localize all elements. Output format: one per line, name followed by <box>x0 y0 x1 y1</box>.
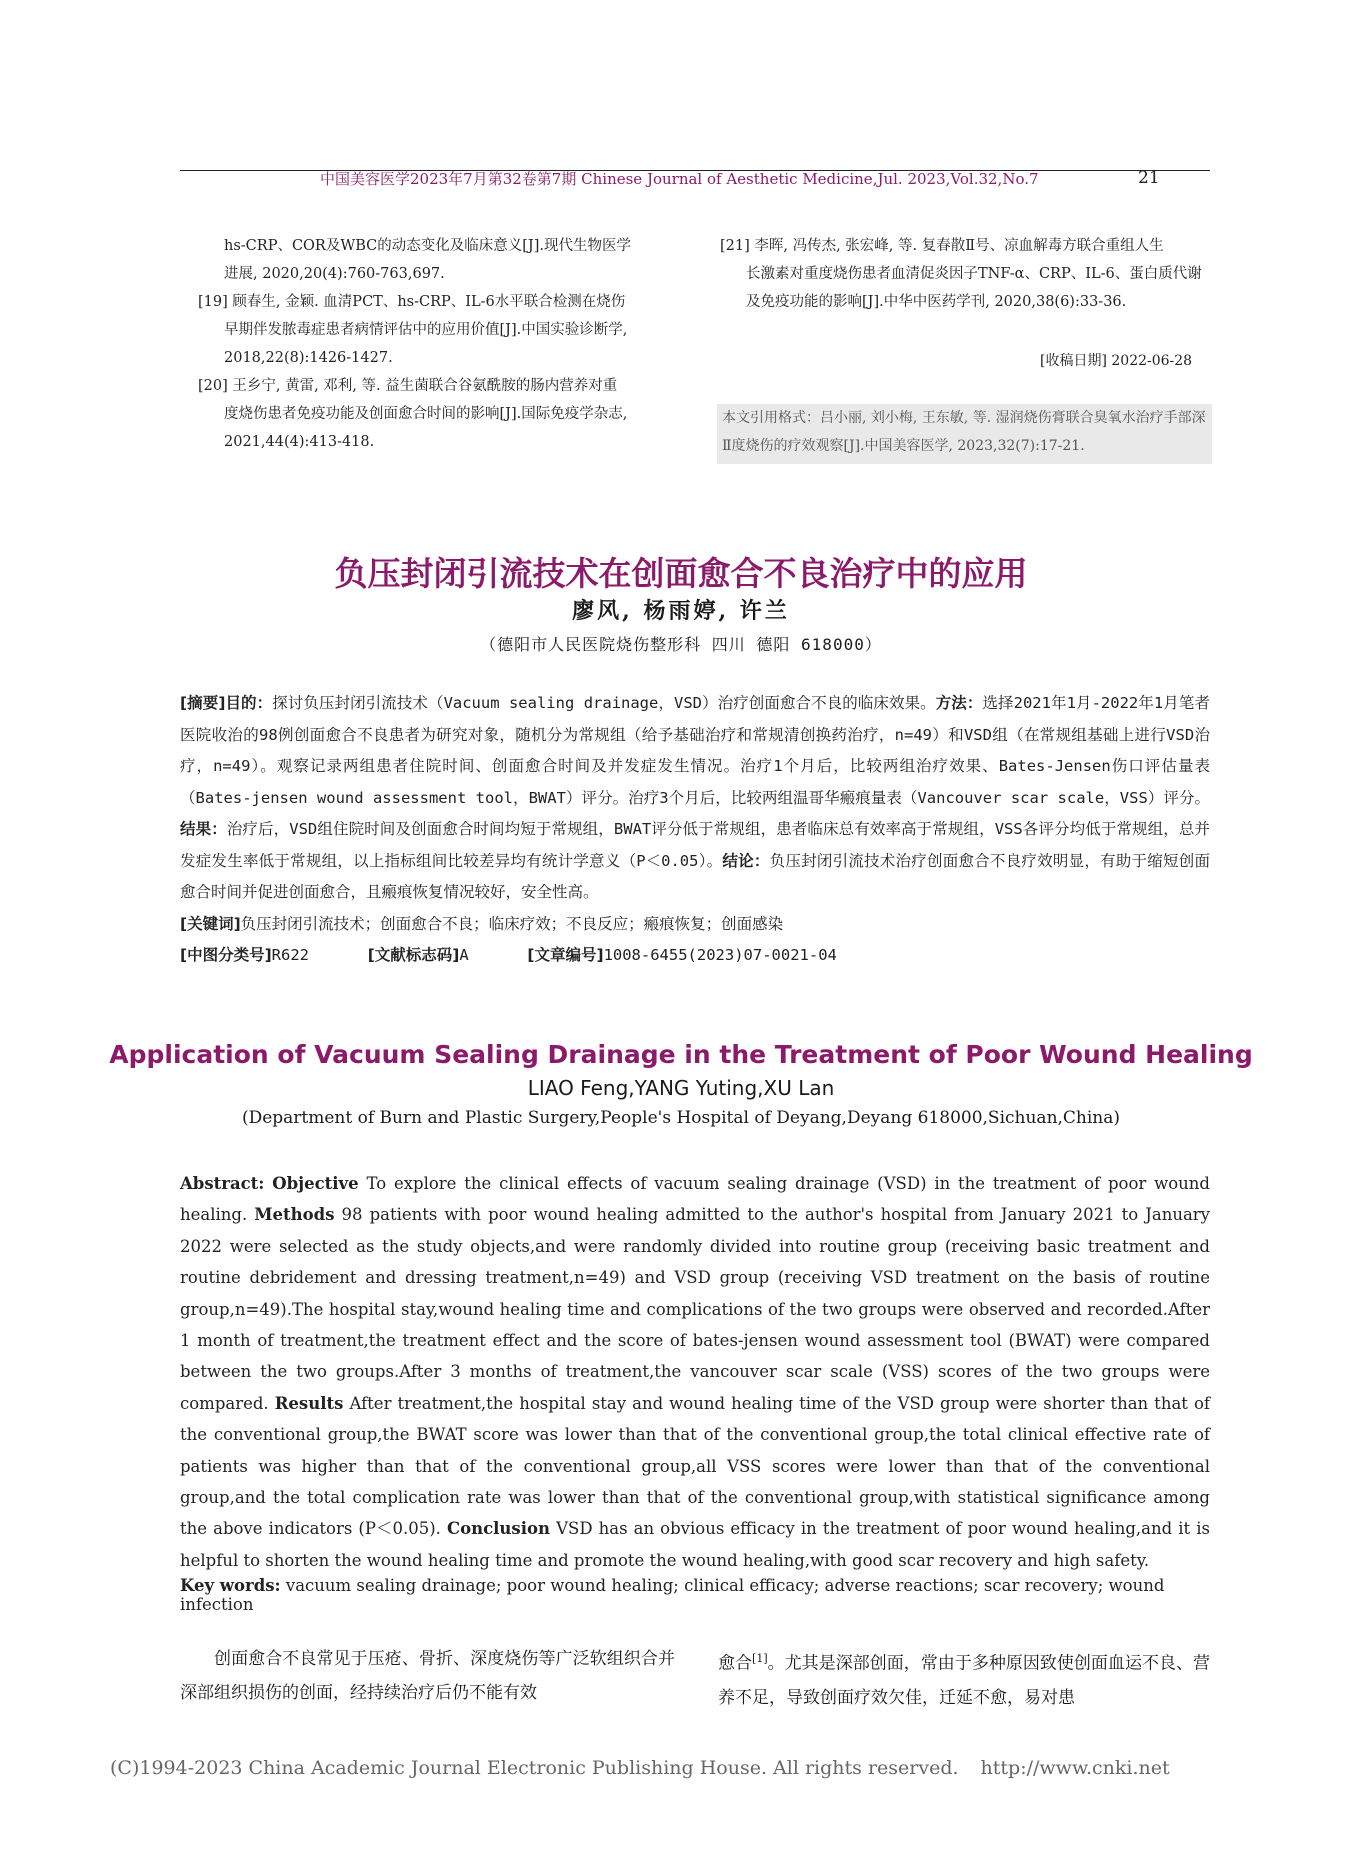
cnki-link[interactable]: http://www.cnki.net <box>980 1757 1170 1779</box>
keywords-cn: [关键词]负压封闭引流技术；创面愈合不良；临床疗效；不良反应；瘢痕恢复；创面感染 <box>180 914 784 933</box>
abstract-cn: [摘要]目的：探讨负压封闭引流技术（Vacuum sealing drainage，VSD）治疗创面愈合不良的临床效果。方法：选择2021年1月-2022年1月笔者医院收治的98例创面愈合不良患者为研究对象，随机分为常规组（给予基础治疗和常规清创换药治疗，n=49）和VSD组（在常规组基础上进行VSD治疗，n=49）。观察记录两组患者住院时间、创面愈合时间及并发症发生情况。治疗1个月后，比较两组治疗效果、Bates-Jensen伤口评估量表（Bates-jensen wound assessment tool，BWAT）评分。治疗3个月后，比较两组温哥华瘢痕量表（Vancouver scar scale，VSS）评分。结果：治疗后，VSD组住院时间及创面愈合时间均短于常规组，BWAT评分低于常规组，患者临床总有效率高于常规组，VSS各评分均低于常规组，总并发症发生率低于常规组，以上指标组间比较差异均有统计学意义（P＜0.05）。结论：负压封闭引流技术治疗创面愈合不良疗效明显，有助于缩短创面愈合时间并促进创面愈合，且瘢痕恢复情况较好，安全性高。 [关键词]负压封闭引流技术；创面愈合不良；临床疗效；不良反应；瘢痕恢复；创面感染 [中图分类号]R622 [文献标志码]A [文章编号]1008-6455(2023)07-0021-04 <box>180 688 1210 972</box>
affiliation-en: (Department of Burn and Plastic Surgery,People's Hospital of Deyang,Deyang 618000,Sichuan,China) <box>241 1108 1121 1128</box>
header-rule <box>180 170 1210 171</box>
reference-item: hs-CRP、COR及WBC的动态变化及临床意义[J].现代生物医学 进展, 2020,20(4):760-763,697. <box>224 238 632 282</box>
page-number: 21 <box>1138 168 1160 188</box>
body-text-right: 愈合[1]。尤其是深部创面，常由于多种原因致使创面血运不良、营养不足，导致创面疗效欠佳，迁延不愈，易对患 <box>718 1652 1211 1708</box>
body-text-left: 创面愈合不良常见于压疮、骨折、深度烧伤等广泛软组织合并深部组织损伤的创面，经持续治疗后仍不能有效 <box>180 1649 675 1703</box>
article-title-cn: 负压封闭引流技术在创面愈合不良治疗中的应用 <box>334 554 1028 593</box>
abstract-en: Abstract: Objective To explore the clinical effects of vacuum sealing drainage (VSD) in the treatment of poor wound healing. Methods 98 patients with poor wound healing admitted to the author's hospital from January 2021 to January 2022 were selected as the study objects,and were randomly divided into routine group (receiving basic treatment and routine debridement and dressing treatment,n=49) and VSD group (receiving VSD treatment on the basis of routine group,n=49).The hospital stay,wound healing time and complications of the two groups were observed and recorded.After 1 month of treatment,the treatment effect and the score of bates-jensen wound assessment tool (BWAT) were compared between the two groups.After 3 months of treatment,the vancouver scar scale (VSS) scores of the two groups were compared. Results After treatment,the hospital stay and wound healing time of the VSD group were shorter than that of the conventional group,the BWAT score was lower than that of the conventional group,the total clinical effective rate of patients was higher than that of the conventional group,all VSS scores were lower than that of the conventional group,and the total complication rate was lower than that of the conventional group,with statistical significance among the above indicators (P＜0.05). Conclusion VSD has an obvious efficacy in the treatment of poor wound healing,and it is helpful to shorten the wound healing time and promote the wound healing,with good scar recovery and high safety. <box>180 1174 1211 1570</box>
references-left-column <box>198 232 698 456</box>
citation-format: 本文引用格式：吕小丽, 刘小梅, 王东敏, 等. 湿润烧伤膏联合臭氧水治疗手部深Ⅱ度烧伤的疗效观察[J].中国美容医学, 2023,32(7):17-21. <box>722 410 1206 454</box>
reference-item: [20] 王乡宁, 黄雷, 邓利, 等. 益生菌联合谷氨酰胺的肠内营养对重 度烧伤患者免疫功能及创面愈合时间的影响[J].国际免疫学杂志, 2021,44(4):413-418. <box>198 378 628 450</box>
journal-name-en: Chinese Journal of Aesthetic Medicine,Jul. 2023,Vol.32,No.7 <box>581 170 1039 188</box>
affiliation-cn: （德阳市人民医院烧伤整形科 四川 德阳 618000） <box>480 635 882 654</box>
references-right-column <box>720 232 1210 316</box>
reference-item: [19] 顾春生, 金颖. 血清PCT、hs-CRP、IL-6水平联合检测在烧伤 早期伴发脓毒症患者病情评估中的应用价值[J].中国实验诊断学, 2018,22(8):1426-1427. <box>198 294 628 366</box>
journal-name-cn: 中国美容医学2023年7月第32卷第7期 <box>320 170 577 188</box>
citation-marker: [1] <box>752 1652 768 1665</box>
running-header <box>320 168 1039 189</box>
reference-item: [21] 李晖, 冯传杰, 张宏峰, 等. 复春散Ⅱ号、凉血解毒方联合重组人生 长激素对重度烧伤患者血清促炎因子TNF-α、CRP、IL-6、蛋白质代谢及免疫功能的影响[J].中华中医药学刊, 2020,38(6):33-36. <box>720 238 1202 310</box>
authors-cn: 廖风, 杨雨婷, 许兰 <box>572 598 790 624</box>
authors-en: LIAO Feng,YANG Yuting,XU Lan <box>527 1076 835 1100</box>
copyright-footer: (C)1994-2023 China Academic Journal Electronic Publishing House. All rights reserved. http://www.cnki.net <box>110 1757 1170 1779</box>
classification-line: [中图分类号]R622 [文献标志码]A [文章编号]1008-6455(2023)07-0021-04 <box>180 946 837 964</box>
article-title-en: Application of Vacuum Sealing Drainage in the Treatment of Poor Wound Healing <box>109 1040 1253 1069</box>
received-date: [收稿日期] 2022-06-28 <box>1040 353 1193 369</box>
keywords-en: Key words: vacuum sealing drainage; poor wound healing; clinical efficacy; adverse reactions; scar recovery; wound infection <box>180 1576 1165 1614</box>
